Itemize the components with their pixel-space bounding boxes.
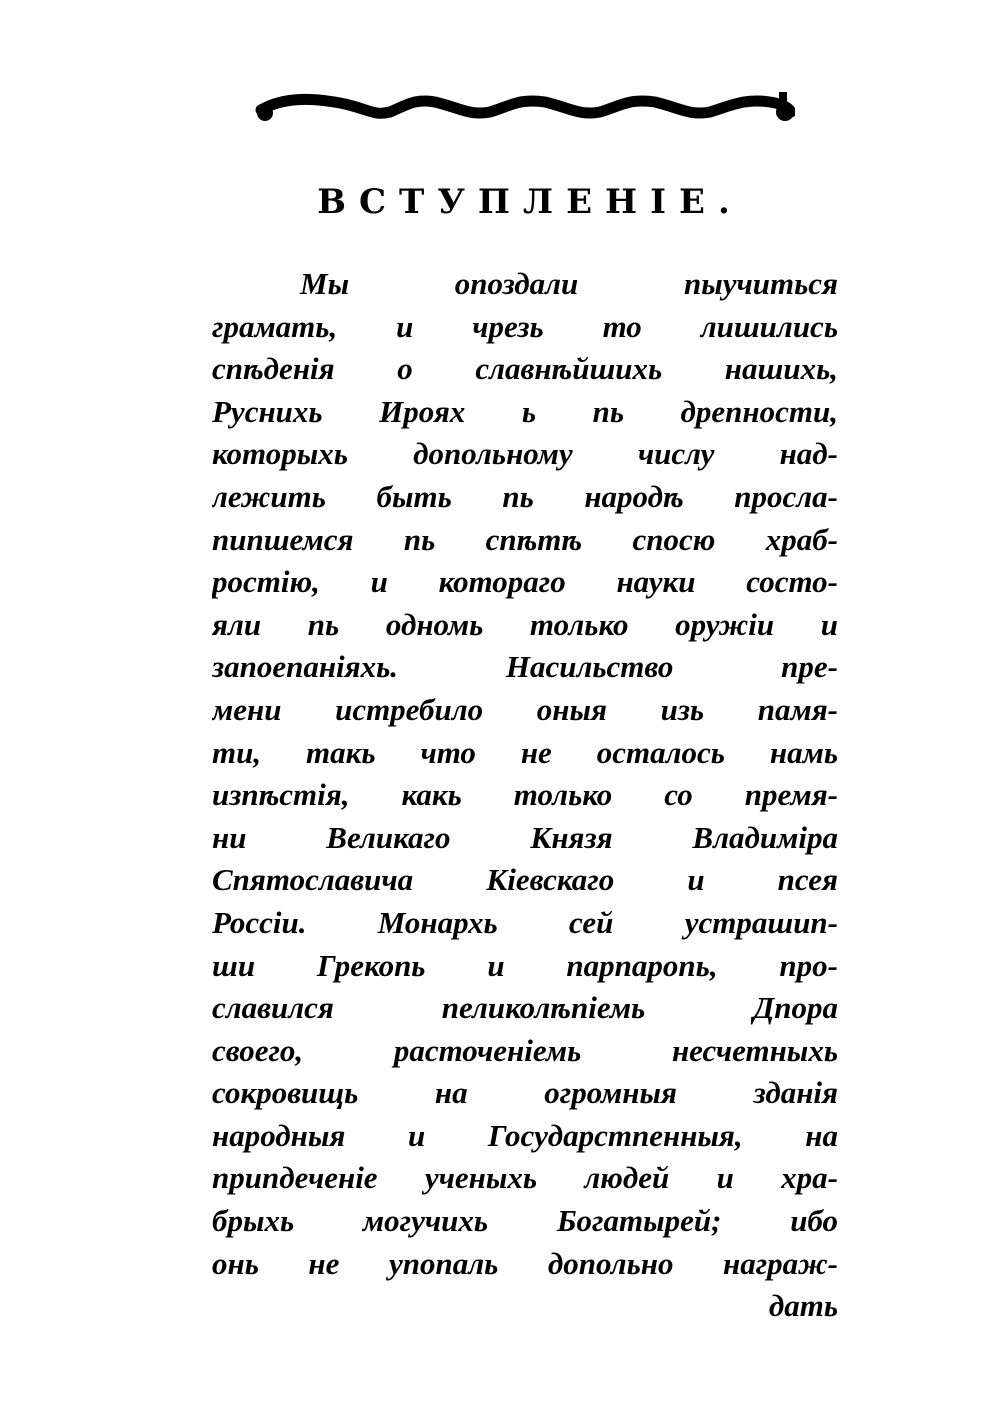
body-text [212, 263, 838, 1328]
text-line: славился пеликолѣпіемь Дпора [212, 990, 838, 1026]
text-line: запоепаніяхь. Насильство пре- [212, 649, 838, 685]
text-line: ти, такь что не осталось намь [212, 734, 838, 770]
text-line: ростію, и котораго науки состо- [212, 564, 838, 600]
text-line: Спятославича Кіевскаго и псея [212, 862, 838, 898]
text-line: спѣденія о славнѣйшихь нашихь, [212, 351, 838, 387]
decorative-headpiece [255, 86, 795, 128]
catchword: дать [768, 1288, 838, 1324]
headpiece-wave [261, 99, 791, 113]
text-line: ни Великаго Князя Владиміра [212, 819, 838, 855]
headpiece-right-knob [776, 103, 794, 121]
text-line: грамать, и чрезь то лишились [212, 308, 838, 344]
text-line: Мы опоздали пыучиться [300, 266, 838, 301]
text-line: онь не упопаль допольно награж- [212, 1245, 838, 1281]
text-line: лежить быть пь народѣ просла- [212, 478, 838, 514]
text-line: народныя и Государстпенныя, на [212, 1117, 838, 1153]
text-line: ши Грекопь и парпаропь, про- [212, 947, 838, 983]
text-line: которыхь допольному числу над- [212, 436, 838, 472]
headpiece-left-knob [257, 105, 273, 121]
headpiece-right-tab [779, 92, 787, 104]
text-line: изпѣстія, какь только со премя- [212, 777, 838, 813]
text-line: Россіи. Монархь сей устрашип- [212, 904, 838, 940]
text-line: сокровищь на огромныя зданія [212, 1075, 838, 1111]
section-heading: ВСТУПЛЕНІЕ. [317, 182, 743, 222]
text-line: припдеченіе ученыхь людей и хра- [212, 1160, 838, 1196]
text-line: брыхь могучихь Богатырей; ибо [212, 1203, 838, 1239]
text-line: яли пь одномь только оружіи и [212, 606, 838, 642]
text-line: Руснихь Ироях ь пь дрепности, [212, 393, 838, 429]
text-line: пипшемся пь спѣтѣ спосю храб- [212, 521, 838, 557]
text-line: своего, расточеніемь несчетныхь [212, 1032, 838, 1068]
text-line: мени истребило оныя изь памя- [212, 691, 838, 727]
